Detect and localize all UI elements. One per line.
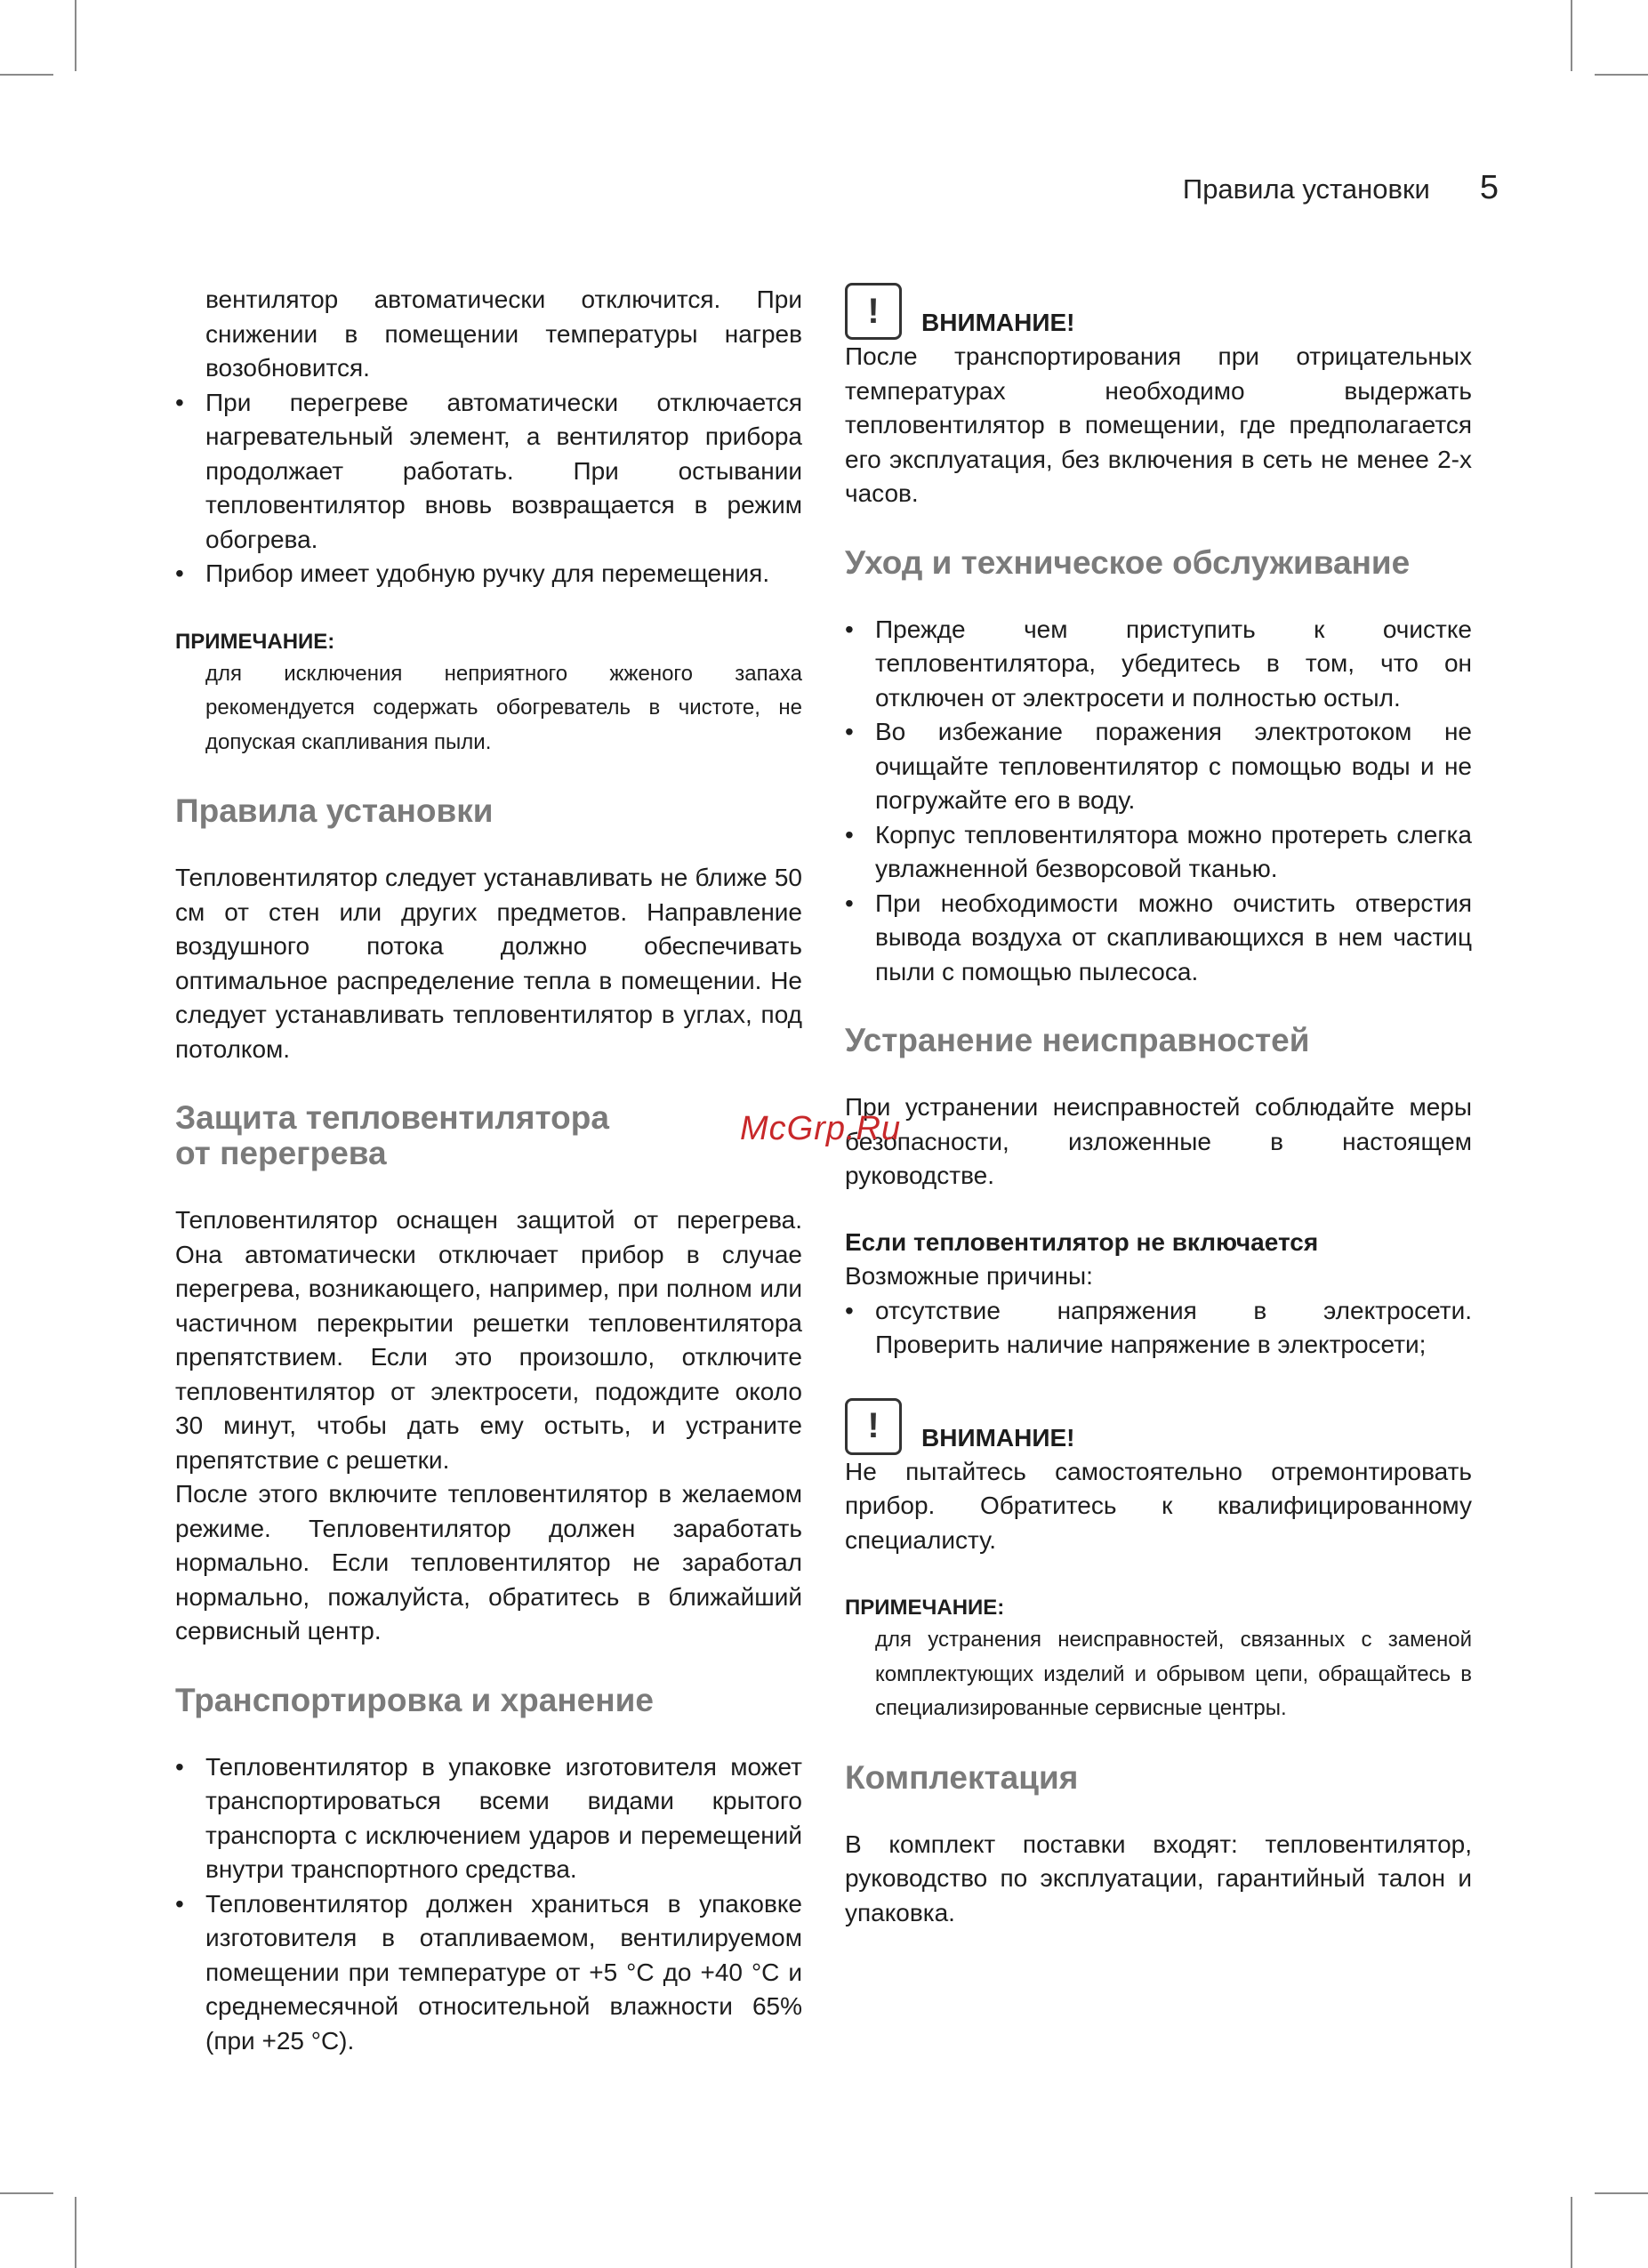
protect-text-2: После этого включите тепловентилятор в желаемом режиме. Тепловентилятор должен заработать нормально. Если тепловентилятор не заработал нормально, пожалуйста, обратитесь в ближайший сервисный центр.: [175, 1480, 802, 1645]
protect-heading-line2: от перегрева: [175, 1135, 387, 1171]
warning-title: ВНИМАНИЕ!: [921, 1423, 1075, 1452]
exclamation-icon: !: [845, 1398, 902, 1455]
list-item: • При необходимости можно очистить отверстия вывода воздуха от скапливающихся в нем частиц пыли с помощью пылесоса.: [845, 887, 1472, 990]
list-item: • Прибор имеет удобную ручку для перемещения.: [175, 557, 802, 591]
exclamation-icon: !: [845, 283, 902, 340]
list-item: • Корпус тепловентилятора можно протереть слегка увлажненной безворсовой тканью.: [845, 818, 1472, 887]
care-heading: Уход и техническое обслуживание: [845, 543, 1411, 581]
kit-heading: Комплектация: [845, 1758, 1079, 1796]
crop-mark-bottom-left-h: [0, 2192, 53, 2194]
list-item: • Прежде чем приступить к очистке тепловентилятора, убедитесь в том, что он отключен от электросети и полностью остыл.: [845, 613, 1472, 716]
crop-mark-top-right-h: [1595, 74, 1648, 76]
warning-text: Не пытайтесь самостоятельно отремонтировать прибор. Обратитесь к квалифицированному специалисту.: [845, 1457, 1472, 1554]
warning-block-2: [845, 1398, 1472, 1455]
protect-heading-line1: Защита тепловентилятора: [175, 1099, 609, 1136]
header-title: Правила установки: [1182, 173, 1430, 205]
page-header: [1183, 169, 1499, 207]
list-item: • Во избежание поражения электротоком не очищайте тепловентилятор с помощью воды и не погружайте его в воду.: [845, 715, 1472, 818]
warning-title: ВНИМАНИЕ!: [921, 309, 1075, 336]
right-column: [845, 283, 1472, 1930]
no-start-heading: Если тепловентилятор не включается: [845, 1227, 1319, 1256]
trouble-heading: Устранение неисправностей: [845, 1022, 1310, 1058]
care-bullet-list: [845, 613, 1472, 990]
list-item: [845, 1294, 1472, 1363]
page-number: 5: [1479, 169, 1499, 206]
crop-mark-bottom-right-v: [1571, 2197, 1572, 2268]
crop-mark-top-left-h: [0, 74, 53, 76]
intro-bullet-list: [175, 386, 802, 591]
causes-bullet-list: [845, 1294, 1472, 1363]
note-text: для исключения неприятного жженого запаха рекомендуется содержать обогреватель в чистоте, не допуская скапливания пыли.: [205, 661, 802, 754]
warning-block-1: [845, 283, 1472, 340]
crop-mark-top-left-v: [75, 0, 76, 71]
note-label: ПРИМЕЧАНИЕ:: [175, 629, 335, 654]
list-item: • При перегреве автоматически отключается нагревательный элемент, а вентилятор прибора продолжает работать. При остывании тепловентилятор вновь возвращается в режим обогрева.: [175, 386, 802, 558]
causes-line-1: • отсутствие напряжения в электросети.: [875, 1296, 1472, 1324]
crop-mark-bottom-left-v: [75, 2197, 76, 2268]
install-text: Тепловентилятор следует устанавливать не ближе 50 см от стен или других предметов. Направление воздушного потока должно обеспечивать оптимальное распределение тепла в помещении. Не следует устанавливать тепловентилятор в углах, под потолком.: [175, 864, 802, 1063]
watermark: McGrp.Ru: [740, 1110, 902, 1147]
install-heading: Правила установки: [175, 792, 494, 829]
intro-continuation: вентилятор автоматически отключится. При снижении в помещении температуры нагрев возобновится.: [205, 286, 802, 382]
transport-heading: Транспортировка и хранение: [175, 1681, 654, 1718]
causes-line-2: Проверить наличие напряжение в электросети;: [875, 1331, 1427, 1358]
left-column: [175, 283, 802, 2058]
note-label: ПРИМЕЧАНИЕ:: [845, 1596, 1005, 1620]
list-item: • Тепловентилятор в упаковке изготовителя может транспортироваться всеми видами крытого транспорта с исключением ударов и перемещений внутри транспортного средства.: [175, 1750, 802, 1887]
protect-text-1: Тепловентилятор оснащен защитой от перегрева. Она автоматически отключает прибор в случае перегрева, возникающего, например, при полном или частичном перекрытии решетки тепловентилятора препятствием. Если это произошло, отключите тепловентилятор от электросети, подождите около 30 минут, чтобы дать ему остыть, и устраните препятствие с решетки.: [175, 1206, 802, 1474]
protect-heading: [175, 1100, 802, 1171]
warning-text: После транспортирования при отрицательных температурах необходимо выдержать тепловентилятор в помещении, где предполагается его эксплуатация, без включения в сеть не менее 2-х часов.: [845, 342, 1472, 507]
transport-bullet-list: [175, 1750, 802, 2059]
crop-mark-top-right-v: [1571, 0, 1572, 71]
trouble-text: При устранении неисправностей соблюдайте меры безопасности, изложенные в настоящем руководстве.: [845, 1093, 1472, 1189]
note-text: для устранения неисправностей, связанных с заменой комплектующих изделий и обрывом цепи, обращайтесь в специализированные сервисные центры.: [875, 1628, 1472, 1720]
list-item: • Тепловентилятор должен храниться в упаковке изготовителя в отапливаемом, вентилируемом помещении при температуре от +5 °C до +40 °C и среднемесячной относительной влажности 65% (при +25 °C).: [175, 1887, 802, 2059]
kit-text: В комплект поставки входят: тепловентилятор, руководство по эксплуатации, гарантийный талон и упаковка.: [845, 1830, 1472, 1926]
causes-label: Возможные причины:: [845, 1262, 1093, 1290]
crop-mark-bottom-right-h: [1595, 2192, 1648, 2194]
